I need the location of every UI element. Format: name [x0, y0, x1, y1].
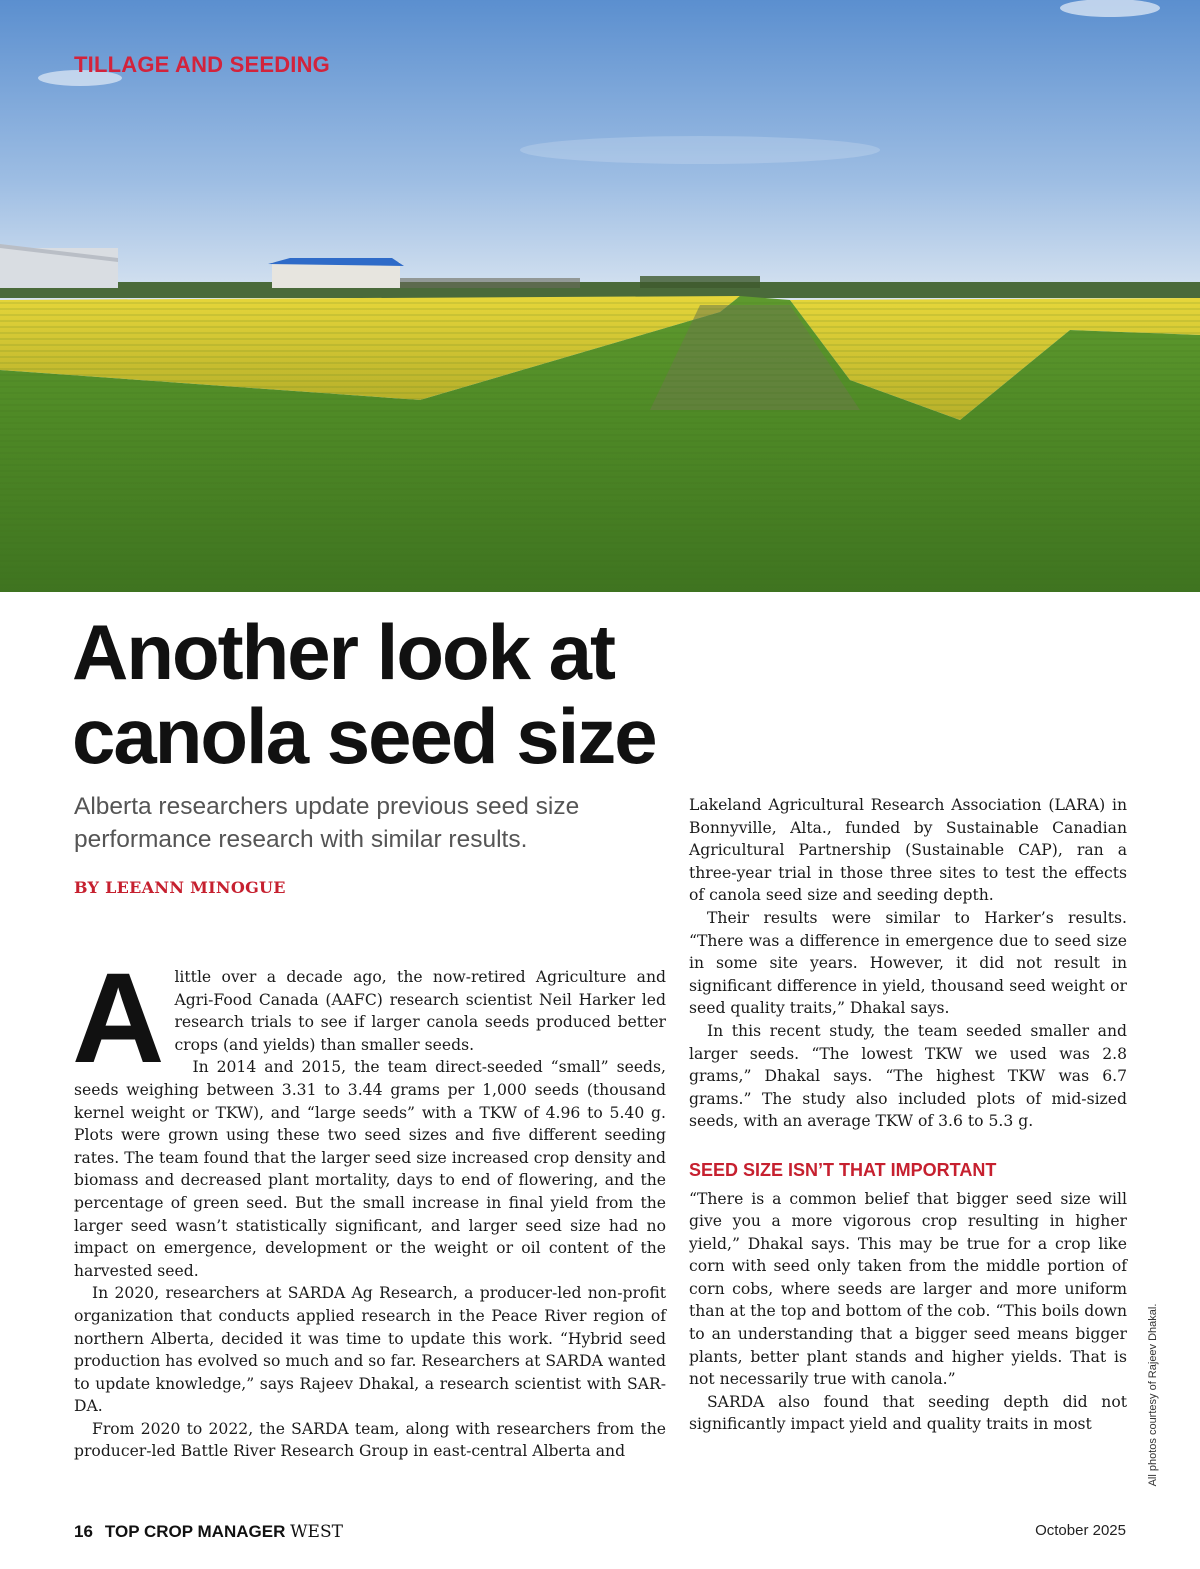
- hero-photo: [0, 0, 1200, 592]
- section-tag: TILLAGE AND SEEDING: [74, 52, 330, 77]
- paragraph-3: In 2020, researchers at SARDA Ag Research, a producer-led non-profit organization that conducts applied research in the Peace River region of northern Alberta, decided it was time to update this work. “Hybrid seed production has evolved so much and so far. Researchers at SARDA wanted to update knowledge,” says Rajeev Dhakal, a research scientist with SAR-DA.: [74, 1284, 666, 1416]
- canola-field-photo: [0, 0, 1200, 592]
- article-column-right: [689, 794, 1127, 1436]
- page-number: 16: [74, 1522, 93, 1541]
- paragraph-7: In this recent study, the team seeded smaller and larger seeds. “The lowest TKW we used was 2.8 grams,” Dhakal says. “The highest TKW was 6.7 grams.” The study also included plots of mid-sized seeds, with an average TKW of 3.6 to 5.3 g.: [689, 1021, 1127, 1131]
- paragraph-4: From 2020 to 2022, the SARDA team, along with researchers from the producer-led Battle River Research Group in east-central Alberta and: [74, 1419, 666, 1461]
- article-deck: Alberta researchers update previous seed size performance research with similar results.: [74, 793, 580, 853]
- magazine-region: WEST: [290, 1522, 343, 1542]
- article-column-left: [72, 947, 666, 1463]
- byline: BY LEEANN MINOGUE: [74, 878, 286, 897]
- magazine-name: TOP CROP MANAGER: [104, 1522, 286, 1541]
- paragraph-9: SARDA also found that seeding depth did not significantly impact yield and quality traits in most: [689, 1392, 1127, 1434]
- paragraph-1: Alittle over a decade ago, the now-retired Agriculture and Agri-Food Canada (AAFC) research scientist Neil Harker led research trials to see if larger canola seeds produced better crops (and yields) than smaller seeds.: [72, 947, 666, 1090]
- subhead: SEED SIZE ISN’T THAT IMPORTANT: [689, 1159, 997, 1180]
- paragraph-5: Lakeland Agricultural Research Association (LARA) in Bonnyville, Alta., funded by Sustainable Canadian Agricultural Partnership (Sustainable CAP), ran a three-year trial in those three sites to test the effects of canola seed size and seeding depth.: [689, 796, 1127, 905]
- footer-folio: [74, 1522, 343, 1542]
- photo-credit: All photos courtesy of Rajeev Dhakal.: [1147, 1303, 1159, 1487]
- paragraph-2: In 2014 and 2015, the team direct-seeded “small” seeds, seeds weighing between 3.31 to 3.44 grams per 1,000 seeds (thousand kernel weight or TKW), and “large seeds” with a TKW of 4.96 to 5.40 g. Plots were grown using these two seed sizes and five different seeding rates. The team found that the larger seed size increased crop density and biomass and decreased plant mortality, days to end of flowering, and the percentage of green seed. But the small increase in final yield from the larger seed wasn’t statistically significant, and larger seed size had no impact on emergence, development or the weight or oil content of the harvested seed.: [74, 1058, 666, 1280]
- issue-date: October 2025: [1035, 1522, 1126, 1539]
- drop-cap: A: [72, 947, 165, 1090]
- paragraph-8: “There is a common belief that bigger seed size will give you a more vigorous crop resulting in higher yield,” Dhakal says. This may be true for a crop like corn with seed only taken from the middle portion of corn cobs, where seeds are larger and more uniform than at the top and bottom of the cob. “This boils down to an understanding that a bigger seed means bigger plants, better plant stands and higher yields. That is not necessarily true with canola.”: [689, 1189, 1127, 1389]
- article-headline: Another look at canola seed size: [72, 608, 656, 780]
- paragraph-6: Their results were similar to Harker’s results. “There was a difference in emergence due to seed size in some site years. However, it did not result in significant difference in yield, thousand seed weight or seed quality traits,” Dhakal says.: [689, 908, 1127, 1018]
